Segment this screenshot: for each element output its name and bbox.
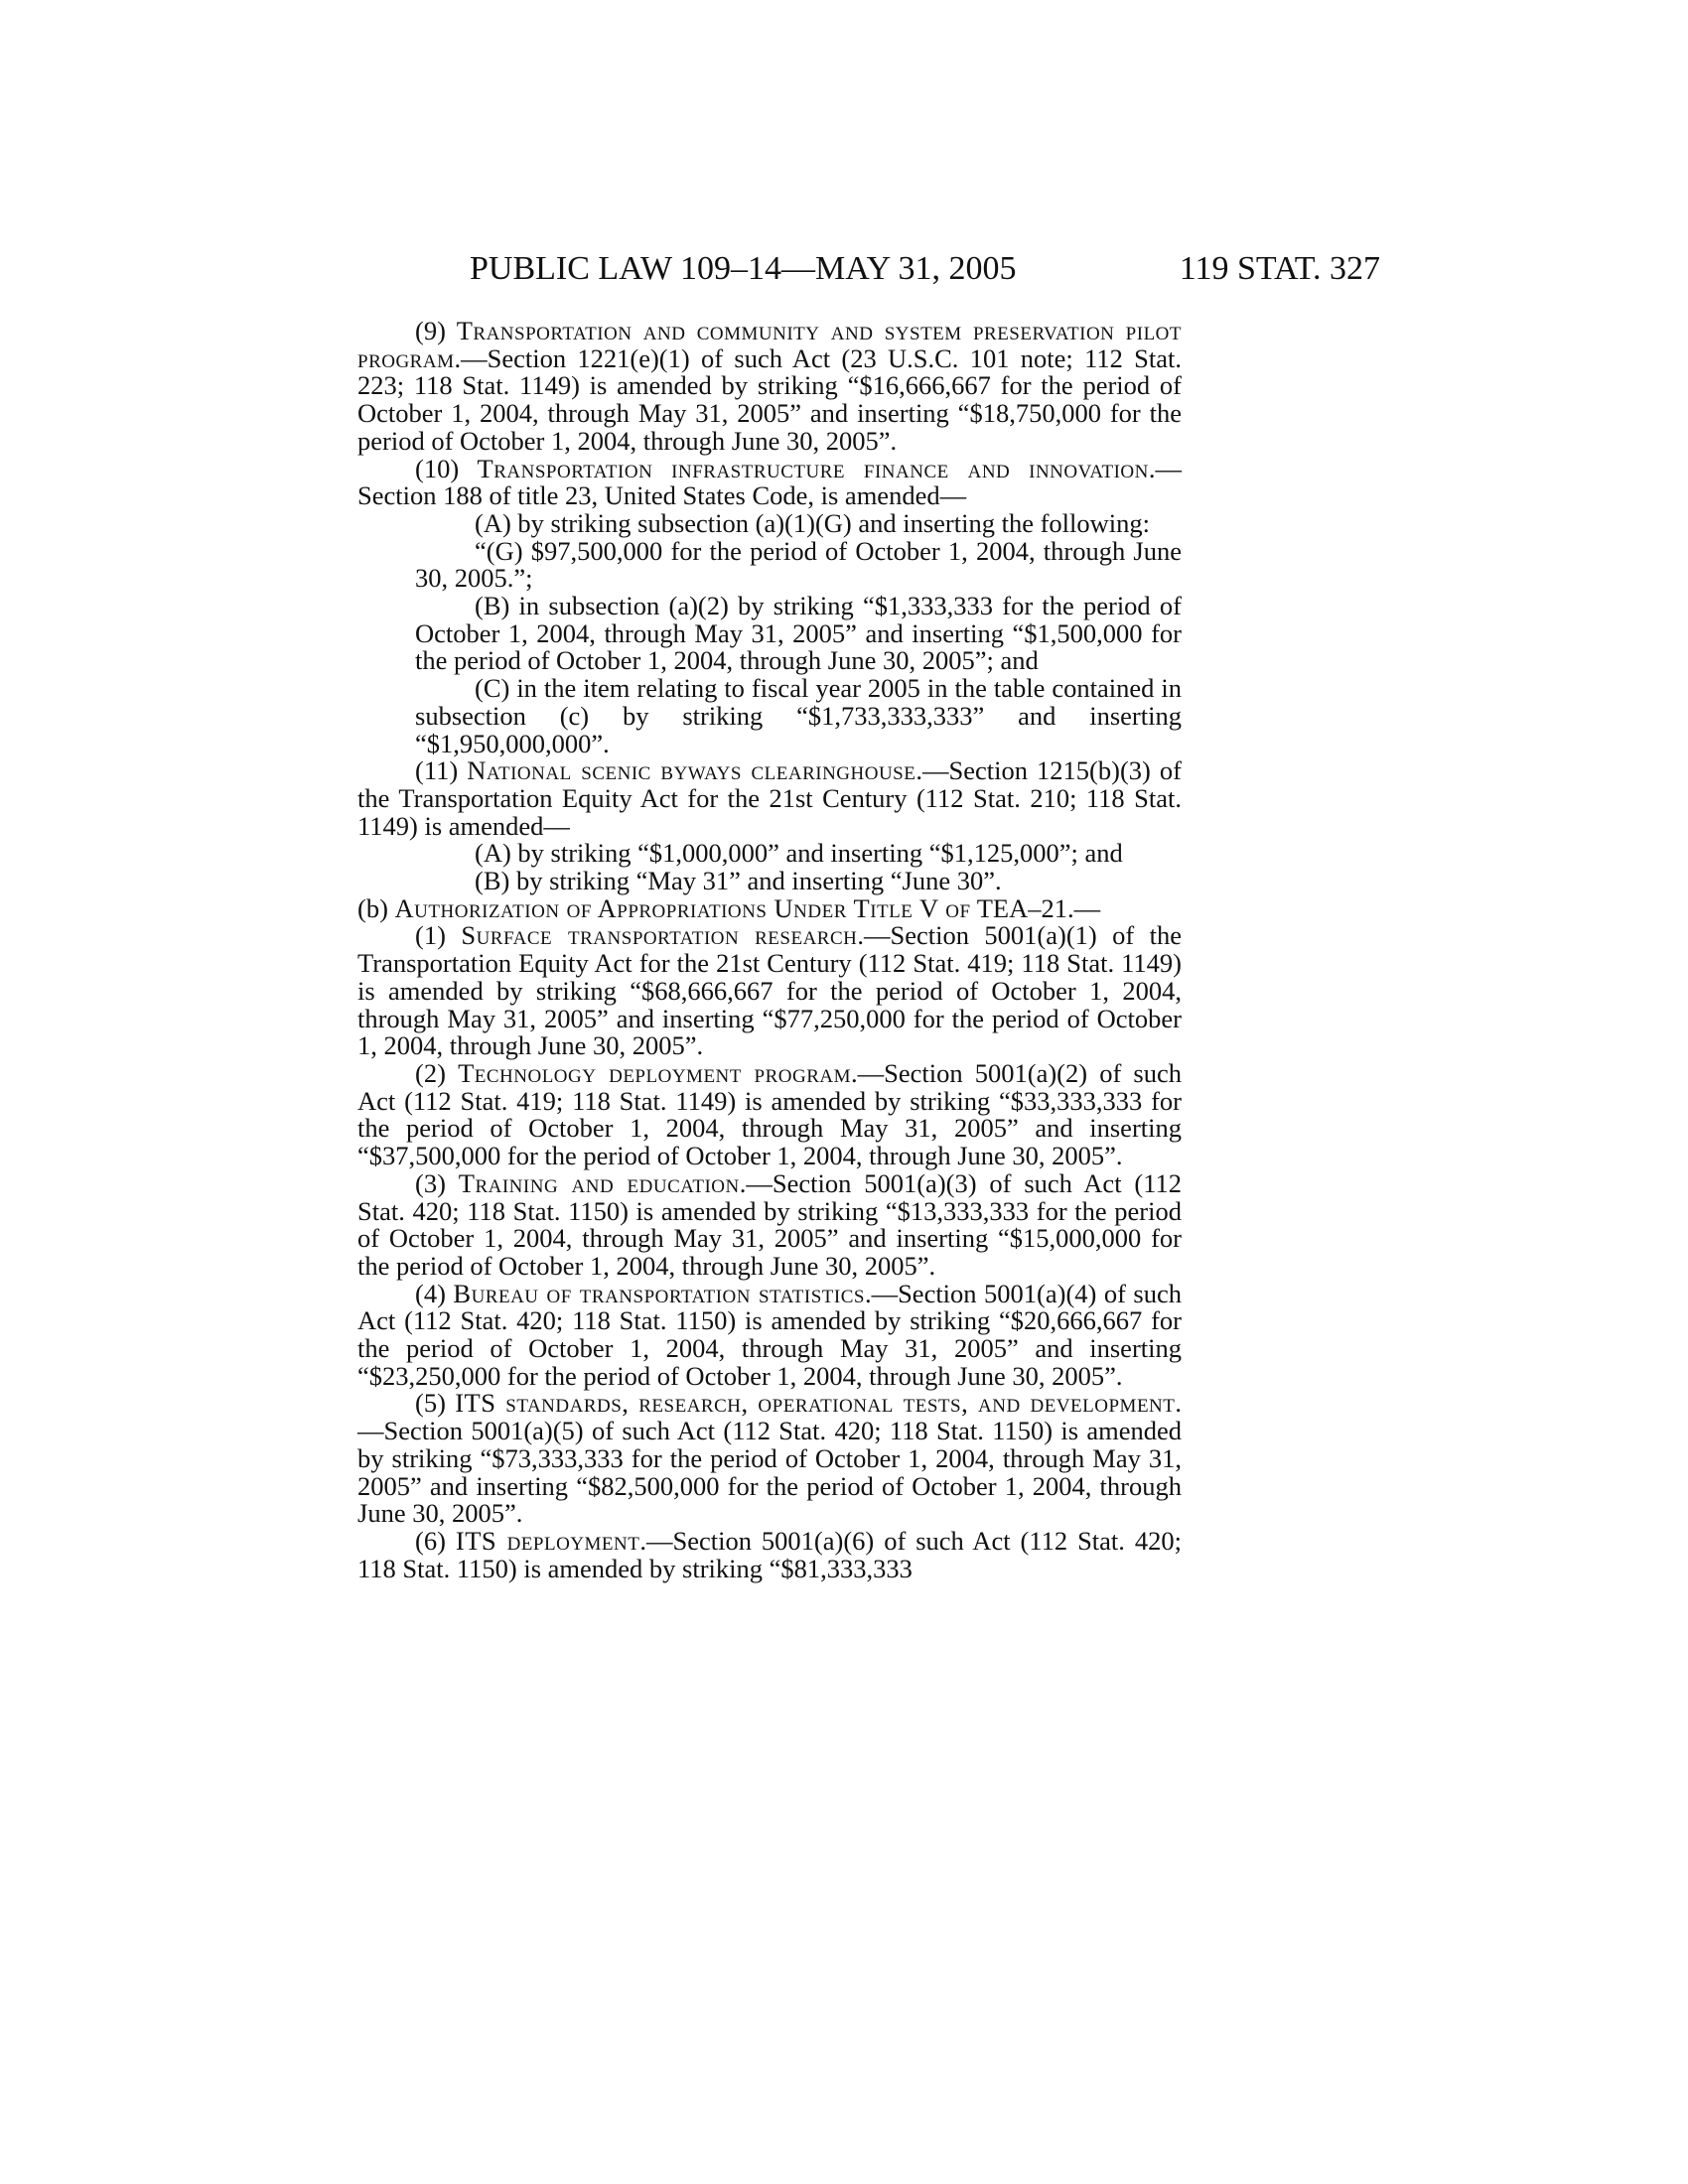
paragraph-heading: Bureau of transportation statistics	[453, 1278, 865, 1308]
paragraph-text: .—Section 5001(a)(4) of such Act (112 Stat. 420; 118 Stat. 1150) is amended by striking “$20,666,667 for the period of October 1, 2004, through May 31, 2005” and inserting “$23,250,000 for the period of October 1, 2004, through June 30, 2005”.	[357, 1278, 1183, 1391]
paragraph-number: (11)	[415, 755, 459, 786]
document-body	[298, 318, 1182, 1582]
paragraph-text: .—Section 5001(a)(2) of such Act (112 Stat. 419; 118 Stat. 1149) is amended by striking “$33,333,333 for the period of October 1, 2004, through May 31, 2005” and inserting “$37,500,000 for the period of October 1, 2004, through June 30, 2005”.	[357, 1057, 1183, 1171]
paragraph-9	[298, 318, 1182, 456]
paragraph-heading: National scenic byways clearinghouse	[467, 755, 916, 786]
paragraph-number: (5)	[415, 1388, 446, 1419]
paragraph-heading: Surface transportation research	[461, 920, 858, 951]
clause-10b: (B) in subsection (a)(2) by striking “$1,333,333 for the period of October 1, 2004, through May 31, 2005” and inserting “$1,500,000 for the period of October 1, 2004, through June 30, 2005”; and	[415, 591, 1182, 676]
paragraph-text: .—Section 5001(a)(1) of the Transportation Equity Act for the 21st Century (112 Stat. 419; 118 Stat. 1149) is amended by striking “$68,666,667 for the period of October 1, 2004, through May 31, 2005” and inserting “$77,250,000 for the period of October 1, 2004, through June 30, 2005”.	[357, 920, 1182, 1061]
header-stat-page: 119 STAT. 327	[1179, 250, 1380, 287]
clause-10a: (A) by striking subsection (a)(1)(G) and inserting the following:	[475, 507, 1151, 538]
paragraph-b5	[298, 1390, 1182, 1528]
paragraph-text: .—Section 1221(e)(1) of such Act (23 U.S.C. 101 note; 112 Stat. 223; 118 Stat. 1149) is amended by striking “$16,666,667 for the period of October 1, 2004, through May 31, 2005” and inserting “$18,750,000 for the period of October 1, 2004, through June 30, 2005”.	[357, 342, 1182, 456]
paragraph-b2	[298, 1057, 1183, 1171]
paragraph-heading: Technology deployment program	[458, 1057, 851, 1088]
paragraph-11	[298, 757, 1182, 840]
paragraph-heading: Transportation and community and system preservation pilot program	[357, 316, 1183, 373]
subsection-b	[298, 892, 1182, 923]
paragraph-heading: Transportation infrastructure finance and innovation	[477, 453, 1149, 483]
paragraph-text: .—Section 5001(a)(5) of such Act (112 Stat. 420; 118 Stat. 1150) is amended by striking “$73,333,333 for the period of October 1, 2004, through May 31, 2005” and inserting “$82,500,000 for the period of October 1, 2004, through June 30, 2005”.	[357, 1388, 1182, 1529]
clause-11a: (A) by striking “$1,000,000” and inserting “$1,125,000”; and	[475, 838, 1123, 869]
paragraph-number: (9)	[415, 316, 446, 345]
subsection-heading: Authorization of Appropriations Under Title V of	[394, 892, 971, 923]
paragraph-number: (3)	[415, 1167, 446, 1198]
paragraph-10	[298, 453, 1183, 511]
page-header	[298, 244, 1380, 294]
paragraph-number: (2)	[415, 1057, 446, 1088]
paragraph-b3	[298, 1167, 1183, 1281]
paragraph-number: (4)	[415, 1278, 446, 1308]
subsection-number: (b)	[357, 892, 388, 923]
paragraph-text: .—Section 5001(a)(6) of such Act (112 Stat. 420; 118 Stat. 1150) is amended by striking “$81,333,333	[357, 1525, 1182, 1583]
paragraph-b6	[298, 1525, 1182, 1583]
paragraph-number: (6)	[415, 1525, 446, 1556]
paragraph-heading: ITS deployment	[455, 1525, 640, 1556]
paragraph-heading: Training and education	[458, 1167, 740, 1198]
subsection-text: TEA–21.—	[976, 892, 1101, 923]
paragraph-text: .—Section 188 of title 23, United States Code, is amended—	[357, 453, 1183, 511]
paragraph-heading: ITS standards, research, operational tests, and development	[455, 1388, 1176, 1419]
paragraph-text: .—Section 1215(b)(3) of the Transportation Equity Act for the 21st Century (112 Stat. 210; 118 Stat. 1149) is amended—	[357, 755, 1182, 841]
paragraph-b4	[298, 1278, 1183, 1391]
clause-10c: (C) in the item relating to fiscal year 2005 in the table contained in subsection (c) by striking “$1,733,333,333” and inserting “$1,950,000,000”.	[415, 673, 1182, 758]
paragraph-text: .—Section 5001(a)(3) of such Act (112 Stat. 420; 118 Stat. 1150) is amended by striking “$13,333,333 for the period of October 1, 2004, through May 31, 2005” and inserting “$15,000,000 for the period of October 1, 2004, through June 30, 2005”.	[357, 1167, 1183, 1281]
header-title: PUBLIC LAW 109–14—MAY 31, 2005	[470, 250, 1017, 287]
paragraph-number: (1)	[415, 920, 446, 951]
paragraph-number: (10)	[415, 453, 460, 483]
clause-11b: (B) by striking “May 31” and inserting “June 30”.	[475, 866, 1002, 896]
paragraph-b1	[298, 922, 1182, 1060]
clause-10a-quote: “(G) $97,500,000 for the period of October 1, 2004, through June 30, 2005.”;	[415, 535, 1182, 594]
